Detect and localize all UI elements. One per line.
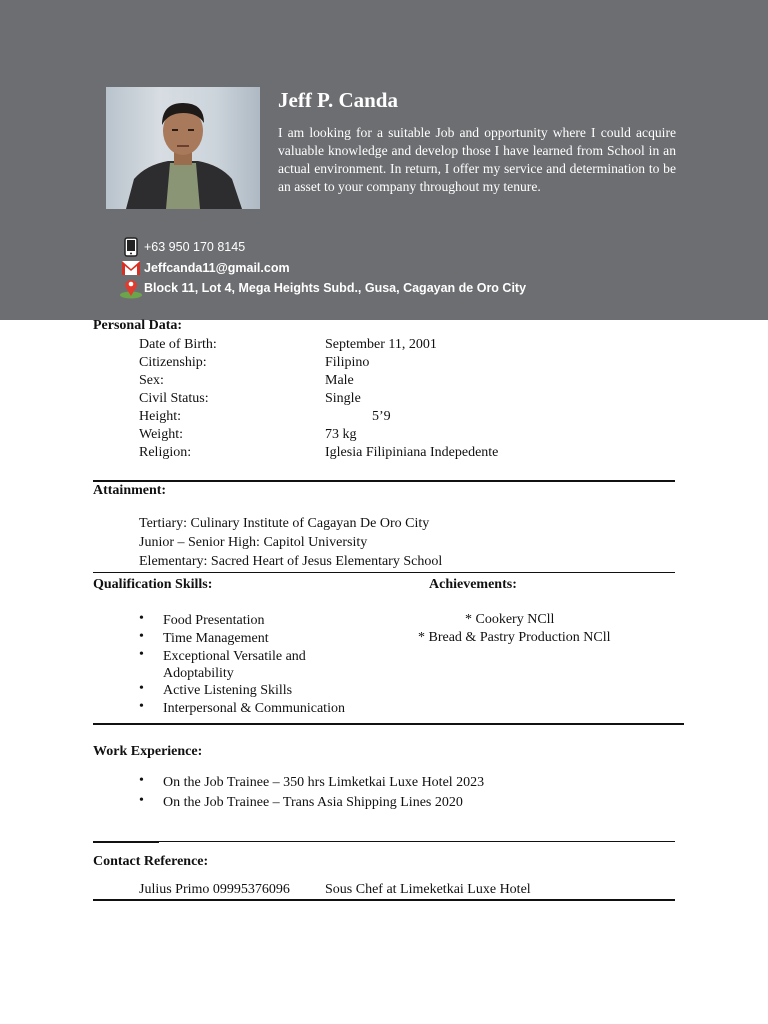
work-item: On the Job Trainee – Trans Asia Shipping Lines 2020 bbox=[163, 795, 463, 810]
email-address: Jeffcanda11@gmail.com bbox=[144, 261, 290, 275]
citizenship-label: Citizenship: bbox=[139, 355, 207, 370]
bullet: • bbox=[139, 611, 144, 626]
address-row bbox=[118, 278, 526, 298]
reference-position: Sous Chef at Limeketkai Luxe Hotel bbox=[325, 882, 531, 897]
career-objective: I am looking for a suitable Job and opportunity where I could acquire valuable knowledge and develop those I have learned from School in an actual environment. In return, I offer my service and determination to be an asset to your company throughout my tenure. bbox=[278, 125, 676, 194]
divider bbox=[93, 572, 675, 573]
work-title: Work Experience: bbox=[93, 744, 203, 759]
phone-row bbox=[118, 237, 245, 257]
height-value: 5’9 bbox=[372, 409, 391, 424]
attainment-senior-high: Junior – Senior High: Capitol University bbox=[139, 535, 368, 550]
sex-value: Male bbox=[325, 373, 354, 388]
achievements-title: Achievements: bbox=[429, 577, 517, 592]
achievement-item: * Cookery NCll bbox=[465, 612, 555, 627]
reference-name-phone: Julius Primo 09995376096 bbox=[139, 882, 290, 897]
personal-data-title: Personal Data: bbox=[93, 318, 183, 333]
phone-number: +63 950 170 8145 bbox=[144, 240, 246, 254]
bullet: • bbox=[139, 681, 144, 696]
civil-status-value: Single bbox=[325, 391, 361, 406]
work-item: On the Job Trainee – 350 hrs Limketkai Luxe Hotel 2023 bbox=[163, 775, 485, 790]
divider bbox=[93, 899, 675, 901]
bullet: • bbox=[139, 699, 144, 714]
civil-status-label: Civil Status: bbox=[139, 391, 209, 406]
skill-item: Time Management bbox=[163, 631, 269, 646]
candidate-name: Jeff P. Canda bbox=[278, 88, 398, 112]
divider bbox=[93, 841, 159, 843]
dob-label: Date of Birth: bbox=[139, 337, 217, 352]
attainment-title: Attainment: bbox=[93, 483, 167, 498]
skill-item: Exceptional Versatile and Adoptability bbox=[163, 649, 306, 681]
achievement-item: * Bread & Pastry Production NCll bbox=[418, 630, 611, 645]
header-banner bbox=[0, 0, 768, 320]
location-icon bbox=[118, 278, 144, 298]
divider bbox=[93, 841, 675, 842]
dob-value: September 11, 2001 bbox=[325, 337, 437, 352]
email-icon bbox=[118, 258, 144, 278]
profile-photo bbox=[106, 87, 260, 209]
skills-title: Qualification Skills: bbox=[93, 577, 213, 592]
divider bbox=[93, 723, 684, 725]
citizenship-value: Filipino bbox=[325, 355, 370, 370]
bullet: • bbox=[139, 793, 144, 808]
reference-title: Contact Reference: bbox=[93, 854, 209, 869]
height-label: Height: bbox=[139, 409, 181, 424]
bullet: • bbox=[139, 647, 144, 662]
email-row bbox=[118, 258, 290, 278]
bullet: • bbox=[139, 629, 144, 644]
sex-label: Sex: bbox=[139, 373, 164, 388]
weight-label: Weight: bbox=[139, 427, 183, 442]
home-address: Block 11, Lot 4, Mega Heights Subd., Gusa, Cagayan de Oro City bbox=[144, 281, 527, 295]
skill-item: Active Listening Skills bbox=[163, 683, 293, 698]
skill-item: Food Presentation bbox=[163, 613, 265, 628]
divider bbox=[93, 480, 675, 482]
phone-icon bbox=[118, 237, 144, 257]
weight-value: 73 kg bbox=[325, 427, 357, 442]
attainment-tertiary: Tertiary: Culinary Institute of Cagayan De Oro City bbox=[139, 516, 430, 531]
religion-value: Iglesia Filipiniana Indepedente bbox=[325, 445, 499, 460]
bullet: • bbox=[139, 773, 144, 788]
attainment-elementary: Elementary: Sacred Heart of Jesus Elementary School bbox=[139, 554, 443, 569]
religion-label: Religion: bbox=[139, 445, 192, 460]
skill-item: Interpersonal & Communication bbox=[163, 701, 345, 716]
